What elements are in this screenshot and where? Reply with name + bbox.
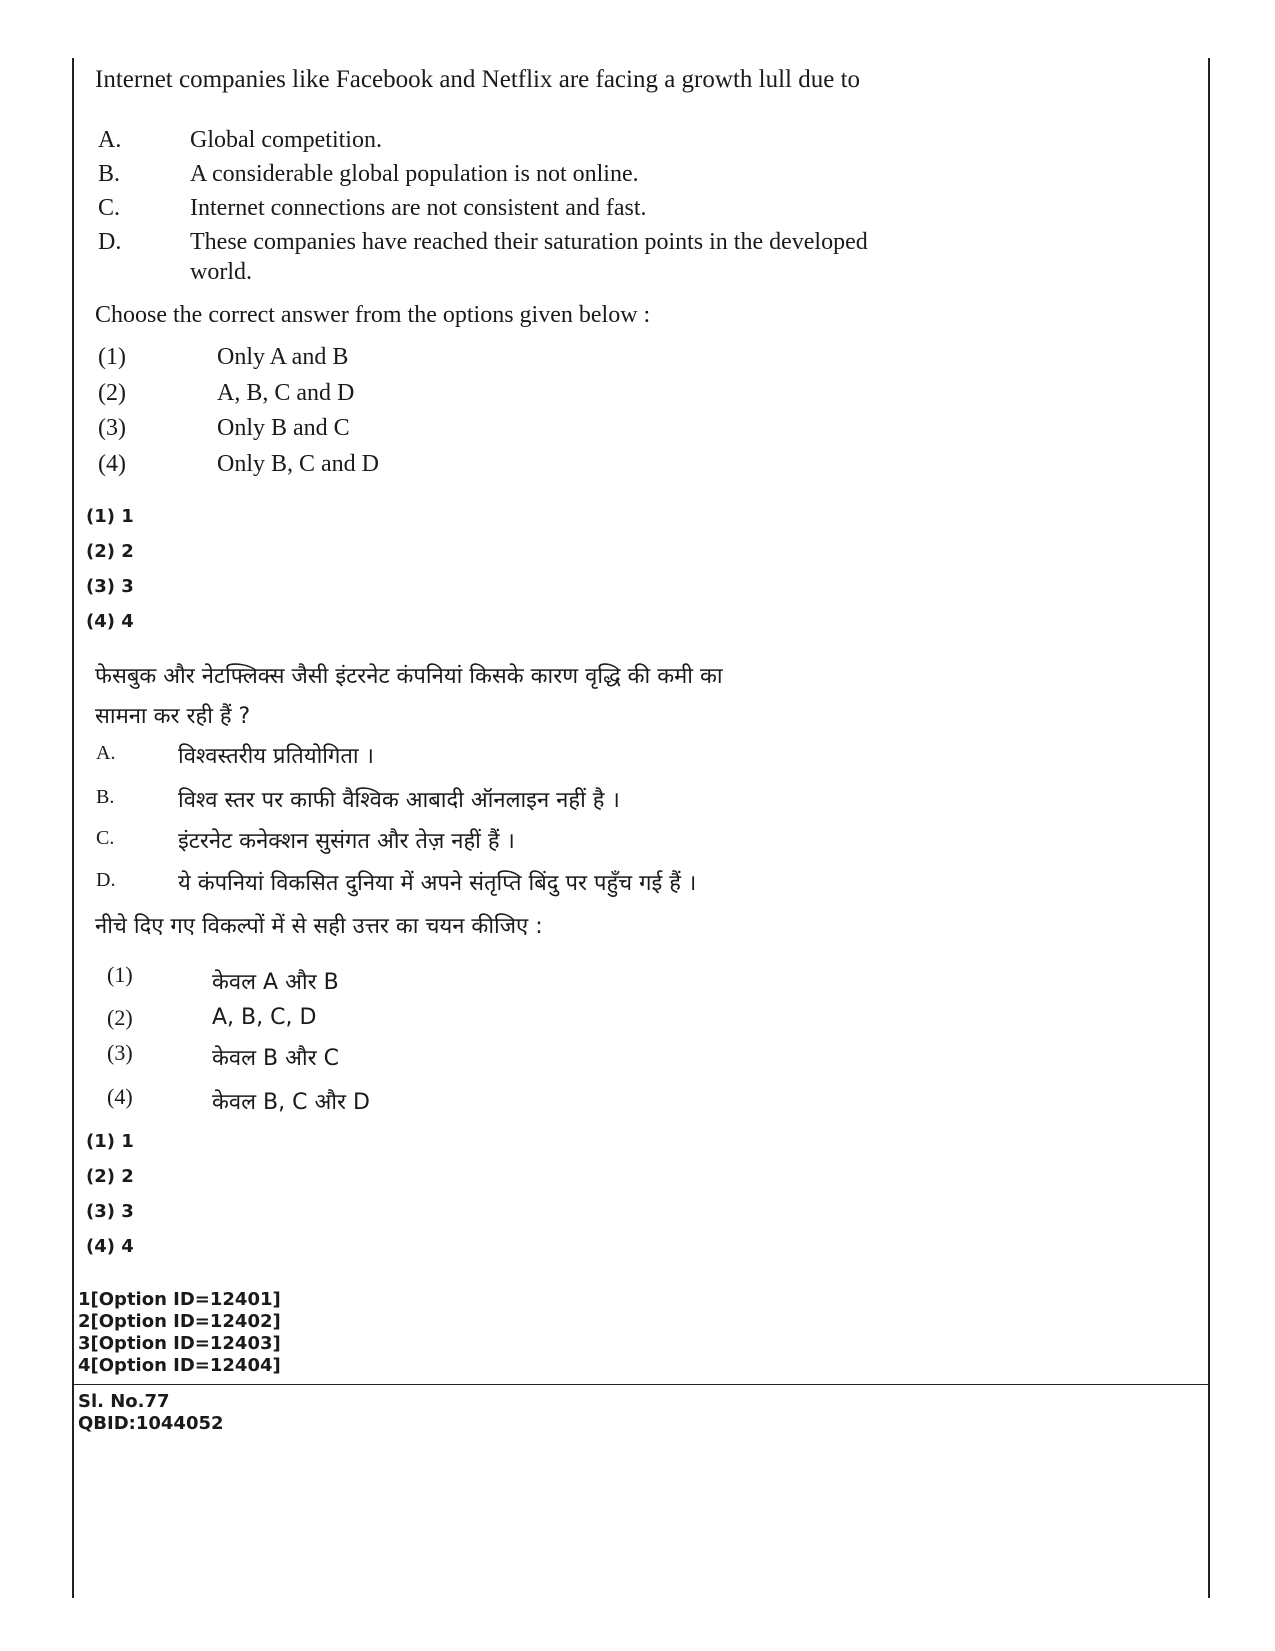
option-text: केवल A और B [212,970,339,995]
option-text: केवल B और C [212,1046,339,1071]
option-number: (1) [98,344,126,370]
statement-text: Global competition. [190,127,382,153]
statement-text: Internet connections are not consistent and fast. [190,195,647,221]
answer-choice: (3) 3 [86,576,134,597]
answer-choice: (1) 1 [86,1131,134,1152]
option-number: (2) [107,1005,133,1030]
statement-letter: A. [96,742,116,764]
option-number: (1) [107,962,133,987]
option-text: Only A and B [217,344,349,370]
statement-text: These companies have reached their saturation points in the developed [190,229,868,255]
question-divider [72,1384,1210,1385]
serial-number: Sl. No.77 [78,1391,170,1412]
option-text: केवल B, C और D [212,1090,370,1115]
right-border [1208,58,1210,1598]
statement-text-continuation: world. [190,259,252,285]
statement-letter: A. [98,127,122,153]
statement-text: A considerable global population is not online. [190,161,639,187]
choose-instruction-english: Choose the correct answer from the options given below : [95,302,651,328]
question-text-hindi-continuation: सामना कर रही हैं ? [95,704,251,729]
option-id: 3[Option ID=12403] [78,1333,281,1354]
option-text: Only B, C and D [217,451,379,477]
statement-text: विश्व स्तर पर काफी वैश्विक आबादी ऑनलाइन नहीं है । [178,788,620,813]
option-id: 1[Option ID=12401] [78,1289,281,1310]
statement-letter: C. [98,195,121,221]
statement-text: ये कंपनियां विकसित दुनिया में अपने संतृप्ति बिंदु पर पहुँच गई हैं । [178,871,697,896]
answer-choice: (2) 2 [86,1166,134,1187]
statement-text: इंटरनेट कनेक्शन सुसंगत और तेज़ नहीं हैं । [178,829,515,854]
statement-letter: B. [98,161,121,187]
choose-instruction-hindi: नीचे दिए गए विकल्पों में से सही उत्तर का चयन कीजिए : [95,914,543,939]
option-number: (2) [98,380,126,406]
statement-letter: D. [96,869,116,891]
option-text: Only B and C [217,415,350,441]
statement-letter: B. [96,786,115,808]
answer-choice: (3) 3 [86,1201,134,1222]
question-text-hindi: फेसबुक और नेटफ्लिक्स जैसी इंटरनेट कंपनियां किसके कारण वृद्धि की कमी का [95,664,723,689]
option-number: (3) [98,415,126,441]
question-text-english: Internet companies like Facebook and Netflix are facing a growth lull due to [95,66,861,93]
statement-text: विश्वस्तरीय प्रतियोगिता । [178,744,374,769]
left-border [72,58,74,1598]
option-number: (4) [98,451,126,477]
answer-choice: (2) 2 [86,541,134,562]
answer-choice: (1) 1 [86,506,134,527]
statement-letter: D. [98,229,122,255]
statement-letter: C. [96,827,115,849]
answer-choice: (4) 4 [86,611,134,632]
option-number: (4) [107,1084,133,1109]
option-text: A, B, C, D [212,1005,317,1030]
option-text: A, B, C and D [217,380,355,406]
answer-choice: (4) 4 [86,1236,134,1257]
option-id: 2[Option ID=12402] [78,1311,281,1332]
option-number: (3) [107,1040,133,1065]
option-id: 4[Option ID=12404] [78,1355,281,1376]
question-bank-id: QBID:1044052 [78,1413,224,1434]
